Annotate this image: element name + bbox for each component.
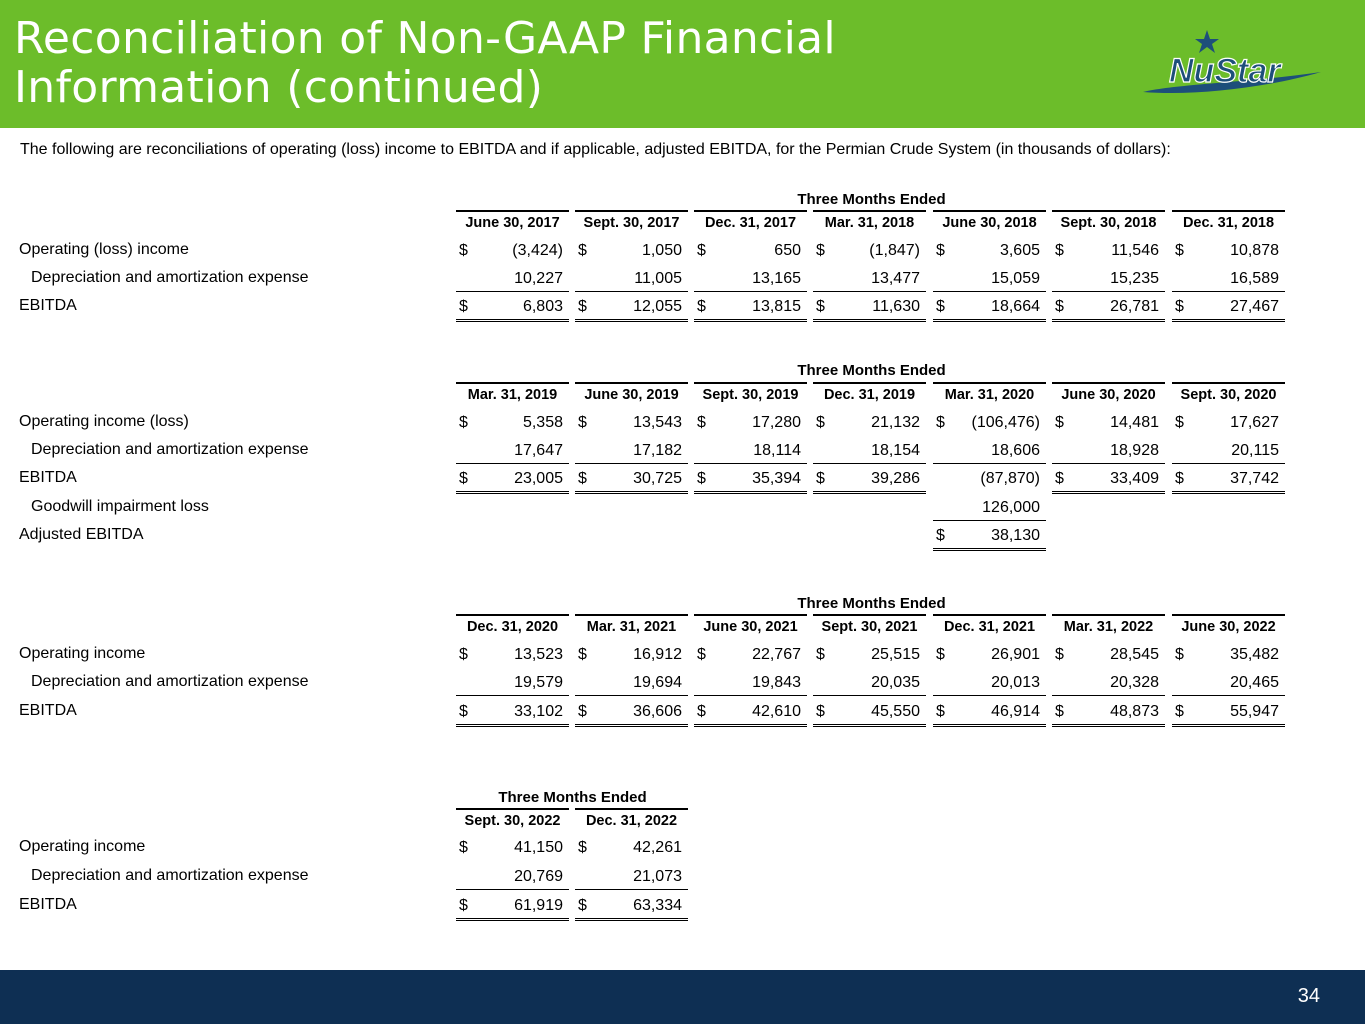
value: 33,102 <box>514 703 563 720</box>
currency-symbol: $ <box>1055 242 1064 259</box>
value-cell <box>813 703 926 727</box>
column-header: June 30, 2021 <box>694 614 807 639</box>
value-cell <box>1052 442 1165 464</box>
value: 27,467 <box>1230 298 1279 315</box>
period-column <box>694 382 807 553</box>
value-cell <box>456 270 569 292</box>
currency-symbol: $ <box>936 414 945 431</box>
currency-symbol: $ <box>936 703 945 720</box>
currency-symbol: $ <box>697 242 706 259</box>
currency-symbol: $ <box>816 470 825 487</box>
row-label: Depreciation and amortization expense <box>31 673 309 690</box>
currency-symbol: $ <box>578 646 587 663</box>
value-cell <box>456 674 569 696</box>
value: 63,334 <box>633 897 682 914</box>
column-header: Sept. 30, 2017 <box>575 210 688 235</box>
value-cell <box>1172 414 1285 435</box>
row-label: Adjusted EBITDA <box>19 526 144 543</box>
currency-symbol: $ <box>578 414 587 431</box>
period-column <box>813 614 926 729</box>
currency-symbol: $ <box>1175 298 1184 315</box>
currency-symbol: $ <box>697 646 706 663</box>
currency-symbol: $ <box>697 470 706 487</box>
row-label: Depreciation and amortization expense <box>31 269 309 286</box>
value: 20,465 <box>1230 674 1279 691</box>
value-cell <box>575 868 688 890</box>
value-cell <box>456 470 569 494</box>
column-header: June 30, 2018 <box>933 210 1046 235</box>
row-label: Depreciation and amortization expense <box>31 867 309 884</box>
page-number: 34 <box>1297 985 1320 1007</box>
group-header: Three Months Ended <box>498 789 647 806</box>
currency-symbol: $ <box>459 897 468 914</box>
value-cell <box>933 242 1046 263</box>
value: 13,543 <box>633 414 682 431</box>
column-header: Dec. 31, 2020 <box>456 614 569 639</box>
value-cell <box>1172 470 1285 494</box>
value-cell <box>1172 674 1285 696</box>
value-cell <box>694 242 807 263</box>
value-cell <box>456 703 569 727</box>
value: 17,647 <box>514 442 563 459</box>
value: 46,914 <box>991 703 1040 720</box>
currency-symbol: $ <box>459 703 468 720</box>
value: 39,286 <box>871 470 920 487</box>
value-cell <box>575 242 688 263</box>
value: 61,919 <box>514 897 563 914</box>
value-cell <box>813 470 926 494</box>
row-label: EBITDA <box>19 297 77 314</box>
period-column <box>575 382 688 553</box>
value: 45,550 <box>871 703 920 720</box>
value: 12,055 <box>633 298 682 315</box>
value: 36,606 <box>633 703 682 720</box>
value-cell <box>694 270 807 292</box>
value-cell <box>575 703 688 727</box>
value: 15,235 <box>1110 270 1159 287</box>
value-cell <box>1052 242 1165 263</box>
currency-symbol: $ <box>459 242 468 259</box>
value: 19,694 <box>633 674 682 691</box>
value-cell <box>456 646 569 667</box>
period-column <box>575 614 688 729</box>
value-cell <box>694 674 807 696</box>
page-title <box>14 14 836 112</box>
value: 20,115 <box>1231 442 1279 459</box>
value-cell <box>813 242 926 263</box>
value: 19,579 <box>514 674 563 691</box>
value-cell <box>933 674 1046 696</box>
value: 21,073 <box>633 868 682 885</box>
column-header: June 30, 2022 <box>1172 614 1285 639</box>
currency-symbol: $ <box>936 242 945 259</box>
column-header: Sept. 30, 2019 <box>694 382 807 407</box>
column-header: Mar. 31, 2020 <box>933 382 1046 407</box>
value: 11,546 <box>1111 242 1159 259</box>
value-cell <box>575 470 688 494</box>
value: 18,606 <box>991 442 1040 459</box>
period-column <box>813 382 926 553</box>
value-cell <box>813 674 926 696</box>
value: 17,280 <box>752 414 801 431</box>
group-header: Three Months Ended <box>797 191 946 208</box>
value: 17,182 <box>633 442 682 459</box>
currency-symbol: $ <box>578 703 587 720</box>
logo-star-icon <box>1195 30 1219 53</box>
value-cell <box>1052 270 1165 292</box>
currency-symbol: $ <box>1175 470 1184 487</box>
value: 18,928 <box>1110 442 1159 459</box>
value: 10,878 <box>1230 242 1279 259</box>
currency-symbol: $ <box>459 646 468 663</box>
currency-symbol: $ <box>1055 470 1064 487</box>
value: 3,605 <box>999 242 1040 259</box>
currency-symbol: $ <box>1175 242 1184 259</box>
value: (3,424) <box>512 242 563 259</box>
value-cell <box>1052 646 1165 667</box>
title-banner <box>0 0 1365 128</box>
value-cell <box>1172 270 1285 292</box>
page-title-line-1: Reconciliation of Non-GAAP Financial <box>14 13 836 64</box>
currency-symbol: $ <box>578 839 587 856</box>
currency-symbol: $ <box>459 470 468 487</box>
column-header: Mar. 31, 2019 <box>456 382 569 407</box>
period-column <box>813 210 926 324</box>
value: 5,358 <box>522 414 563 431</box>
period-column <box>1052 382 1165 553</box>
value: 13,815 <box>752 298 801 315</box>
value-cell <box>456 897 569 921</box>
value: 35,394 <box>752 470 801 487</box>
value: 10,227 <box>514 270 563 287</box>
currency-symbol: $ <box>578 242 587 259</box>
currency-symbol: $ <box>816 298 825 315</box>
row-label: Depreciation and amortization expense <box>31 441 309 458</box>
value: 16,912 <box>633 646 682 663</box>
value: (106,476) <box>971 414 1040 431</box>
value: 13,523 <box>514 646 563 663</box>
currency-symbol: $ <box>816 703 825 720</box>
value: 6,803 <box>522 298 563 315</box>
currency-symbol: $ <box>1175 646 1184 663</box>
value-cell <box>933 414 1046 435</box>
value-cell <box>933 646 1046 667</box>
period-column <box>456 210 569 324</box>
value: 28,545 <box>1110 646 1159 663</box>
value-cell <box>813 270 926 292</box>
period-column <box>456 808 569 923</box>
row-label: Operating income (loss) <box>19 413 189 430</box>
period-column <box>694 614 807 729</box>
currency-symbol: $ <box>697 703 706 720</box>
nustar-logo <box>1135 26 1325 106</box>
value-cell <box>575 646 688 667</box>
value: 13,477 <box>871 270 920 287</box>
value: 37,742 <box>1230 470 1279 487</box>
currency-symbol: $ <box>1055 414 1064 431</box>
value-cell <box>575 839 688 860</box>
value-cell <box>694 298 807 322</box>
value: 21,132 <box>871 414 920 431</box>
value-cell <box>933 442 1046 464</box>
value-cell <box>1052 674 1165 696</box>
value: 16,589 <box>1230 270 1279 287</box>
value: 25,515 <box>871 646 920 663</box>
value-cell <box>575 897 688 921</box>
currency-symbol: $ <box>459 298 468 315</box>
column-header: Mar. 31, 2018 <box>813 210 926 235</box>
currency-symbol: $ <box>578 897 587 914</box>
period-column <box>1052 210 1165 324</box>
currency-symbol: $ <box>816 242 825 259</box>
value: 42,610 <box>752 703 801 720</box>
column-header: Dec. 31, 2017 <box>694 210 807 235</box>
value-cell <box>933 527 1046 551</box>
row-label: Goodwill impairment loss <box>31 498 209 515</box>
period-column <box>933 210 1046 324</box>
value: 35,482 <box>1230 646 1279 663</box>
value: 26,781 <box>1110 298 1159 315</box>
value-cell <box>933 270 1046 292</box>
value-cell <box>1052 703 1165 727</box>
value-cell <box>575 674 688 696</box>
value: 22,767 <box>752 646 801 663</box>
value: 20,769 <box>514 868 563 885</box>
column-header: Mar. 31, 2021 <box>575 614 688 639</box>
row-label: EBITDA <box>19 896 77 913</box>
column-header: June 30, 2019 <box>575 382 688 407</box>
value-cell <box>575 442 688 464</box>
value: 15,059 <box>991 270 1040 287</box>
row-label: EBITDA <box>19 469 77 486</box>
value: 18,154 <box>871 442 920 459</box>
value: 18,114 <box>753 442 801 459</box>
value: 33,409 <box>1110 470 1159 487</box>
row-label: Operating (loss) income <box>19 241 189 258</box>
value-cell <box>694 703 807 727</box>
value: 18,664 <box>991 298 1040 315</box>
value-cell <box>694 442 807 464</box>
period-column <box>575 210 688 324</box>
value-cell <box>456 242 569 263</box>
value-cell <box>456 868 569 890</box>
value: (1,847) <box>869 242 920 259</box>
value: 48,873 <box>1110 703 1159 720</box>
page-title-line-2: Information (continued) <box>14 62 544 113</box>
period-column <box>1172 210 1285 324</box>
row-label: Operating income <box>19 838 146 855</box>
value: 26,901 <box>991 646 1040 663</box>
currency-symbol: $ <box>1175 414 1184 431</box>
currency-symbol: $ <box>816 414 825 431</box>
value-cell <box>933 470 1046 491</box>
value: 41,150 <box>514 839 563 856</box>
value-cell <box>1172 703 1285 727</box>
value-cell <box>1172 442 1285 464</box>
column-header: June 30, 2017 <box>456 210 569 235</box>
value-cell <box>1172 298 1285 322</box>
value-cell <box>575 298 688 322</box>
currency-symbol: $ <box>816 646 825 663</box>
value: 55,947 <box>1230 703 1279 720</box>
currency-symbol: $ <box>1055 703 1064 720</box>
currency-symbol: $ <box>578 298 587 315</box>
value-cell <box>1052 298 1165 322</box>
currency-symbol: $ <box>697 414 706 431</box>
value-cell <box>694 646 807 667</box>
currency-symbol: $ <box>578 470 587 487</box>
value: 126,000 <box>982 499 1040 516</box>
column-header: Dec. 31, 2018 <box>1172 210 1285 235</box>
value: 20,328 <box>1110 674 1159 691</box>
currency-symbol: $ <box>1175 703 1184 720</box>
period-column <box>933 614 1046 729</box>
currency-symbol: $ <box>697 298 706 315</box>
column-header: Sept. 30, 2018 <box>1052 210 1165 235</box>
row-label: EBITDA <box>19 702 77 719</box>
value: 19,843 <box>752 674 801 691</box>
period-column <box>456 382 569 553</box>
value: 20,035 <box>871 674 920 691</box>
value-cell <box>1172 242 1285 263</box>
currency-symbol: $ <box>936 646 945 663</box>
period-column <box>1172 614 1285 729</box>
column-header: Sept. 30, 2022 <box>456 808 569 833</box>
value: 42,261 <box>633 839 682 856</box>
currency-symbol: $ <box>459 414 468 431</box>
value-cell <box>813 442 926 464</box>
value: 38,130 <box>991 527 1040 544</box>
value-cell <box>575 270 688 292</box>
value-cell <box>694 414 807 435</box>
period-column <box>1052 614 1165 729</box>
value-cell <box>575 414 688 435</box>
currency-symbol: $ <box>936 527 945 544</box>
value-cell <box>1172 646 1285 667</box>
currency-symbol: $ <box>1055 646 1064 663</box>
column-header: June 30, 2020 <box>1052 382 1165 407</box>
value-cell <box>1052 414 1165 435</box>
period-column <box>933 382 1046 553</box>
value: 30,725 <box>633 470 682 487</box>
value: 14,481 <box>1110 414 1159 431</box>
column-header: Dec. 31, 2021 <box>933 614 1046 639</box>
value-cell <box>813 298 926 322</box>
period-column <box>694 210 807 324</box>
value-cell <box>813 646 926 667</box>
column-header: Sept. 30, 2020 <box>1172 382 1285 407</box>
group-header: Three Months Ended <box>797 362 946 379</box>
value-cell <box>813 414 926 435</box>
value-cell <box>933 703 1046 727</box>
value-cell <box>456 298 569 322</box>
value-cell <box>456 414 569 435</box>
value: 20,013 <box>991 674 1040 691</box>
value: 1,050 <box>641 242 682 259</box>
value: 13,165 <box>752 270 801 287</box>
value: 650 <box>774 242 801 259</box>
period-column <box>456 614 569 729</box>
logo-wordmark: NuStar <box>1169 52 1281 90</box>
value-cell <box>933 298 1046 322</box>
value: 23,005 <box>514 470 563 487</box>
value: 17,627 <box>1230 414 1279 431</box>
column-header: Mar. 31, 2022 <box>1052 614 1165 639</box>
value: 11,630 <box>872 298 920 315</box>
column-header: Dec. 31, 2022 <box>575 808 688 833</box>
value-cell <box>933 499 1046 521</box>
group-header: Three Months Ended <box>797 595 946 612</box>
currency-symbol: $ <box>936 298 945 315</box>
intro-text: The following are reconciliations of operating (loss) income to EBITDA and if applicable, adjusted EBITDA, for the Permian Crude System (in thousands of dollars): <box>20 141 1171 158</box>
currency-symbol: $ <box>1055 298 1064 315</box>
value-cell <box>456 839 569 860</box>
row-label: Operating income <box>19 645 146 662</box>
column-header: Dec. 31, 2019 <box>813 382 926 407</box>
value-cell <box>456 442 569 464</box>
period-column <box>575 808 688 923</box>
footer-bar <box>0 970 1365 1024</box>
value-cell <box>1052 470 1165 494</box>
value-cell <box>694 470 807 494</box>
value: 11,005 <box>634 270 682 287</box>
period-column <box>1172 382 1285 553</box>
currency-symbol: $ <box>459 839 468 856</box>
value: (87,870) <box>980 470 1040 487</box>
column-header: Sept. 30, 2021 <box>813 614 926 639</box>
